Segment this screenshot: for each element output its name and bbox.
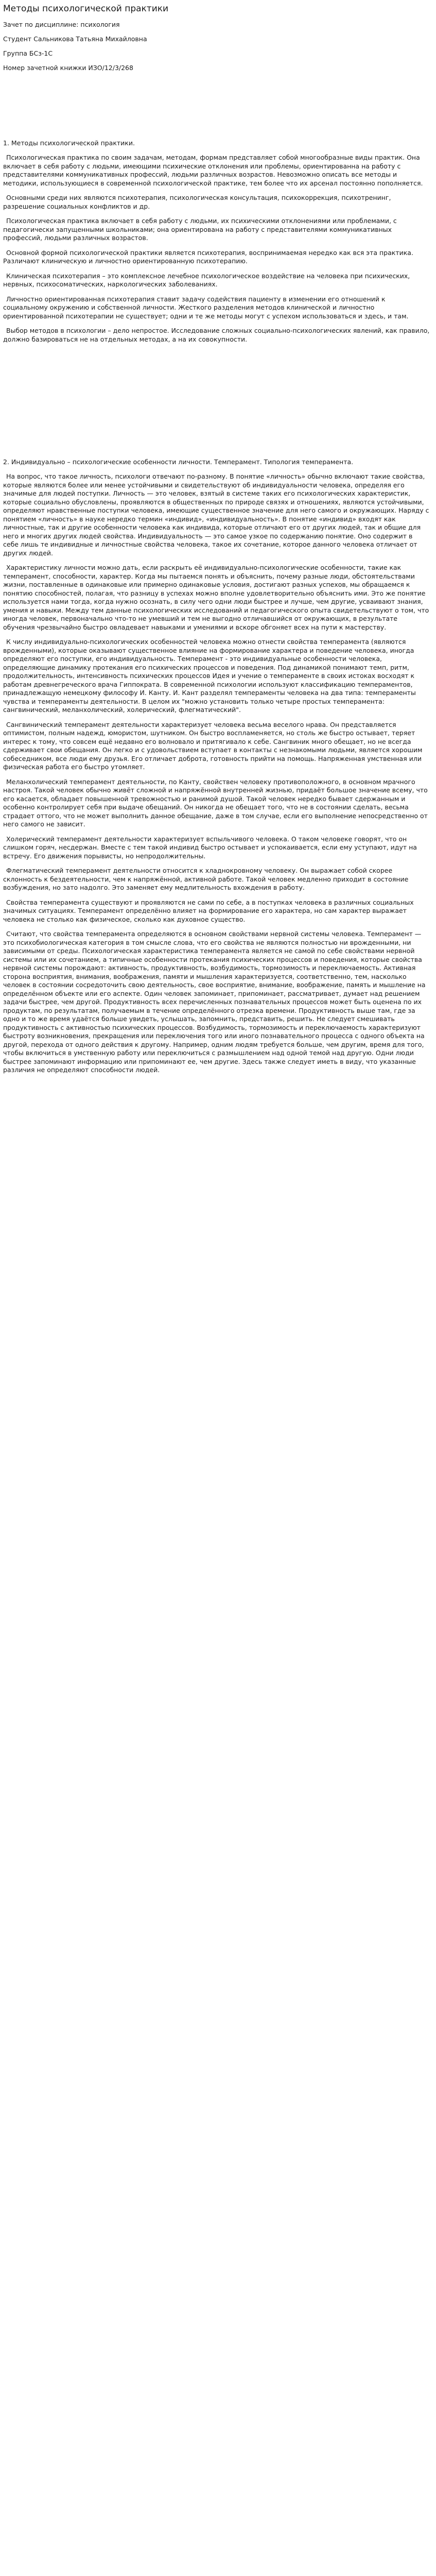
section-heading: 2. Индивидуально – психологические особенности личности. Темперамент. Типология темперамента. — [3, 458, 354, 466]
paragraph: Флегматический темперамент деятельности относится к хладнокровному человеку. Он выражает собой скорее склонность к бездеятельности, чем к напряжённой, активной работе. Такой человек медленно приходит в состояние возбуждения, но зато надолго. Это заменяет ему медлительность вхождения в работу. — [3, 867, 409, 891]
paragraph: Психологическая практика включает в себя работу с людьми, их психическими отклонениями или проблемами, с педагогически запущенными школьниками; она ориентирована на работу с представителями коммуникативных профессий, людьми различных возрастов. — [3, 217, 397, 242]
document-page — [0, 0, 436, 1075]
paragraph: Основными среди них являются психотерапия, психологическая консультация, психокоррекция, психотренинг, разрешение социальных конфликтов и др. — [3, 194, 391, 210]
document-title: Методы психологической практики — [3, 4, 169, 14]
paragraph: Выбор методов в психологии – дело непростое. Исследование сложных социально-психологических явлений, как правило, должно базироваться не на отдельных методах, а на их совокупности. — [3, 327, 430, 343]
meta-group: Группа БСз-1С — [3, 49, 53, 57]
section-heading: 1. Методы психологической практики. — [3, 139, 135, 147]
paragraph: Характеристику личности можно дать, если раскрыть её индивидуально-психологические особенности, такие как темперамент, способности, характер. Когда мы пытаемся понять и объяснить, почему разные люди, обстоятельствами жизни, поставленные в одинаковые или примерно одинаковые условия, достигают разных успехов, мы обращаемся к понятию способностей, полагая, что разницу в успехах можно вполне удовлетворительно объяснить ими. Это же понятие используется нами тогда, когда нужно осознать, в силу чего одни люди быстрее и лучше, чем другие, усваивают знания, умения и навыки. Между тем данные психологических исследований и педагогического опыта свидетельствуют о том, что иногда человек, первоначально что-то не умевший и тем не выгодно отличавшийся от окружающих, в результате обучения чрезвычайно быстро овладевает навыками и умениями и вскоре обгоняет всех на пути к мастерству. — [3, 564, 429, 631]
paragraph: На вопрос, что такое личность, психологи отвечают по-разному. В понятие «личность» обычно включают такие свойства, которые являются более или менее устойчивыми и свидетельствуют об индивидуальности человека, определяя его значимые для людей поступки. Личность — это человек, взятый в системе таких его психологических характеристик, которые социально обусловлены, проявляются в общественных по природе связях и отношениях, являются устойчивыми, определяют нравственные поступки человека, имеющие существенное значение для него самого и окружающих. Наряду с понятием «личность» в науке нередко термин «индивид», «индивидуальность». В понятие «индивид» входят как личностные, так и другие особенности человека как индивида, которые отличают его от других людей, так и общие для него и многих других людей свойства. Индивидуальность — это самое узкое по содержанию понятие. Оно содержит в себе лишь те индивидные и личностные свойства человека, такое их сочетание, которое данного человека отличает от других людей. — [3, 472, 429, 557]
paragraph: Клиническая психотерапия – это комплексное лечебное психологическое воздействие на человека при психических, нервных, психосоматических, наркологических заболеваниях. — [3, 272, 410, 288]
paragraph: Психологическая практика по своим задачам, методам, формам представляет собой многообразные виды практик. Она включает в себя работу с людьми, имеющими психические отклонения или проблемы, ориентированна на работу с представителями коммуникативных профессий, людьми различных возрастов. Невозможно описать все методы и методики, использующиеся в современной психологической практике, тем более что их арсенал постоянно пополняется. — [3, 154, 423, 187]
paragraph: Личностно ориентированная психотерапия ставит задачу содействия пациенту в изменении его отношений к социальному окружению и собственной личности. Жесткого разделения методов клинической и личностно ориентированной психотерапии не существует; одни и те же методы могут с успехом использоваться и здесь, и там. — [3, 295, 409, 320]
meta-record-book: Номер зачетной книжки ИЗО/12/3/268 — [3, 64, 133, 72]
paragraph: Холерический темперамент деятельности характеризует вспыльчивого человека. О таком человеке говорят, что он слишком горяч, несдержан. Вместе с тем такой индивид быстро остывает и успокаивается, если ему уступают, идут на встречу. Его движения порывисты, но непродолжительны. — [3, 835, 417, 860]
paragraph: Считают, что свойства темперамента определяются в основном свойствами нервной системы человека. Темперамент — это психобиологическая категория в том смысле слова, что его свойства не являются полностью ни врожденными, ни зависимыми от среды. Психологическая характеристика темперамента является не самой по себе свойствами нервной системы или их сочетанием, а типичные особенности протекания психических процессов и поведения, которые свойства нервной системы порождают: активность, продуктивность, возбудимость, тормозимость и переключаемость. Активная сторона восприятия, внимания, воображения, памяти и мышления характеризуется, соответственно, тем, насколько человек в состоянии сосредоточить свою деятельность, свое восприятие, внимание, воображение, память и мышление на определённом объекте или его аспекте. Один человек запоминает, припоминает, рассматривает, думает над решением задачи быстрее, чем другой. Продуктивность всех перечисленных познавательных процессов может быть оценена по их продуктам, по результатам, получаемым в течение определённого отрезка времени. Продуктивность выше там, где за одно и то же время удаётся больше увидеть, услышать, запомнить, представить, решить. Не следует смешивать продуктивность с активностью психических процессов. Возбудимость, тормозимость и переключаемость характеризуют быстроту возникновения, прекращения или переключения того или иного познавательного процесса с одного объекта на другой, перехода от одного действия к другому. Например, одним людям требуется больше, чем другим, время для того, чтобы включиться в умственную работу или переключиться с размышлением над одной темой над другую. Одни люди быстрее запоминают информацию или припоминают ее, чем другие. Здесь также следует иметь в виду, что указанные различия не определяют способности людей. — [3, 930, 426, 1074]
blank-space — [3, 350, 430, 458]
paragraph: К числу индивидуально-психологических особенностей человека можно отнести свойства темперамента (являются врожденными), которые оказывают существенное влияние на формирование характера и поведение человека, иногда определяют его поступки, его индивидуальность. Темперамент - это индивидуальные особенности человека, определяющие динамику протекания его психических процессов и поведения. Под динамикой понимают темп, ритм, продолжительность, интенсивность психических процессов Идея и учение о темпераменте в своих истоках восходят к работам древнегреческого врача Гиппократа. В современной психологии используют классификацию темпераментов, принадлежащую немецкому философу И. Канту. И. Кант разделял темпераменты человека на два типа: темпераменты чувства и темпераменты деятельности. В целом их "можно установить только четыре простых темперамента: сангвинический, меланхолический, холерический, флегматический". — [3, 638, 416, 714]
document-meta — [3, 21, 430, 72]
meta-student: Студент Сальникова Татьяна Михайловна — [3, 35, 147, 43]
section-methods — [3, 139, 430, 344]
meta-discipline: Зачет по дисциплине: психология — [3, 21, 120, 28]
section-personality — [3, 458, 430, 1075]
paragraph: Меланхолический темперамент деятельности, по Канту, свойствен человеку противоположного, в основном мрачного настроя. Такой человек обычно живёт сложной и напряжённой внутренней жизнью, придаёт большое значение всему, что его касается, обладает повышенной тревожностью и ранимой душой. Такой человек нередко бывает сдержанным и особенно контролирует себя при выдаче обещаний. Он никогда не обещает того, что не в состоянии сделать, весьма страдает оттого, что не может выполнить данное обещание, даже в том случае, если его выполнение непосредственно от него самого не зависит. — [3, 777, 428, 828]
paragraph: Сангвинический темперамент деятельности характеризует человека весьма веселого нрава. Он представляется оптимистом, полным надежд, юмористом, шутником. Он быстро воспламеняется, но столь же быстро остывает, теряет интерес к тому, что совсем ещё недавно его волновало и притягивало к себе. Сангвиник много обещает, но не всегда сдерживает свои обещания. Он легко и с удовольствием вступает в контакты с незнакомыми людьми, является хорошим собеседником, все люди ему друзья. Его отличает доброта, готовность прийти на помощь. Напряженная умственная или физическая работа его быстро утомляет. — [3, 720, 423, 771]
blank-space — [3, 78, 430, 139]
paragraph: Основной формой психологической практики является психотерапия, воспринимаемая нередко как вся эта практика. Различают клиническую и личностно ориентированную психотерапию. — [3, 248, 413, 265]
paragraph: Свойства темперамента существуют и проявляются не сами по себе, а в поступках человека в различных социальных значимых ситуациях. Темперамент определённо влияет на формирование его характера, но сам характер выражает человека не столько как физическое, сколько как духовное существо. — [3, 898, 414, 923]
